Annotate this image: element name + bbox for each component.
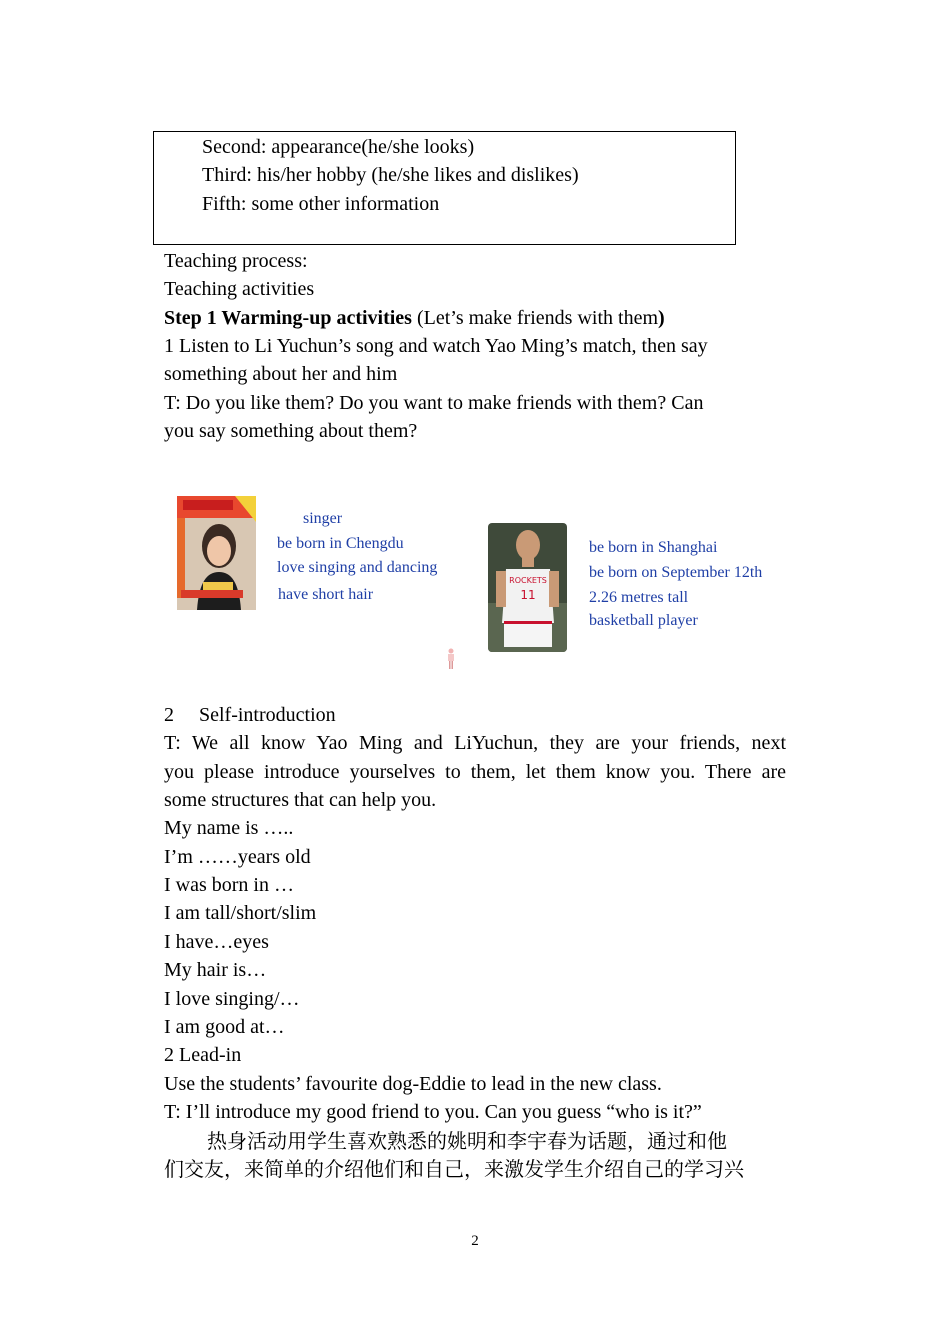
structure-item: I’m ……years old — [164, 846, 311, 868]
li-label-born: be born in Chengdu — [277, 535, 404, 552]
structure-item: I love singing/… — [164, 988, 300, 1010]
leadin-heading: 2 Lead-in — [164, 1044, 242, 1066]
self-intro-heading: 2 Self-introduction — [164, 704, 336, 726]
yao-label-birthday: be born on September 12th — [589, 564, 763, 581]
step1-heading — [164, 304, 665, 332]
item1-line1: 1 Listen to Li Yuchun’s song and watch Yao Ming’s match, then say — [164, 335, 708, 357]
yao-label-height: 2.26 metres tall — [589, 589, 689, 606]
jersey-text: ROCKETS — [509, 576, 547, 585]
box-line-third: Third: his/her hobby (he/she likes and dislikes) — [202, 164, 579, 186]
structure-item: My hair is… — [164, 959, 267, 981]
li-yuchun-photo — [177, 496, 256, 610]
box-line-fifth: Fifth: some other information — [202, 193, 440, 215]
yao-label-job: basketball player — [589, 612, 698, 629]
outline-box — [153, 131, 736, 245]
structure-item: My name is ….. — [164, 817, 294, 839]
chinese-note-line1: 热身活动用学生喜欢熟悉的姚明和李宇春为话题，通过和他 — [207, 1129, 727, 1153]
self-intro-para-line1: T: We all know Yao Ming and LiYuchun, they are your friends, next — [164, 732, 786, 754]
teacher-question-line1: T: Do you like them? Do you want to make friends with them? Can — [164, 392, 704, 414]
structure-item: I am good at… — [164, 1016, 285, 1038]
li-label-hobby: love singing and dancing — [277, 559, 438, 576]
self-intro-para-line2: you please introduce yourselves to them, let them know you. There are — [164, 761, 786, 783]
self-intro-para-line3: some structures that can help you. — [164, 789, 437, 811]
step1-bold-text: Step 1 Warming-up activities — [164, 307, 412, 329]
step1-close-paren: ) — [658, 307, 665, 329]
teacher-question-line2: you say something about them? — [164, 420, 418, 442]
leadin-line2: T: I’ll introduce my good friend to you. Can you guess “who is it?” — [164, 1101, 702, 1123]
box-line-second: Second: appearance(he/she looks) — [202, 136, 475, 158]
li-label-singer: singer — [303, 510, 343, 527]
structure-item: I am tall/short/slim — [164, 902, 317, 924]
chinese-note-line2: 们交友，来简单的介绍他们和自己，来激发学生介绍自己的学习兴 — [164, 1157, 744, 1181]
structure-item: I have…eyes — [164, 931, 269, 953]
page-number: 2 — [471, 1233, 479, 1249]
basketball-player-image — [488, 523, 567, 652]
teaching-activities-heading: Teaching activities — [164, 278, 315, 300]
magazine-cover-image — [177, 496, 256, 610]
teaching-process-heading: Teaching process: — [164, 250, 308, 272]
structure-item: I was born in … — [164, 874, 294, 896]
item1-line2: something about her and him — [164, 363, 398, 385]
yao-ming-photo — [488, 523, 567, 652]
leadin-line1: Use the students’ favourite dog-Eddie to lead in the new class. — [164, 1073, 662, 1095]
li-label-hair: have short hair — [278, 586, 374, 603]
step1-subtitle: (Let’s make friends with them — [411, 307, 659, 329]
small-figure-icon — [446, 648, 456, 670]
yao-label-birthplace: be born in Shanghai — [589, 539, 718, 556]
jersey-number: 11 — [520, 588, 536, 602]
